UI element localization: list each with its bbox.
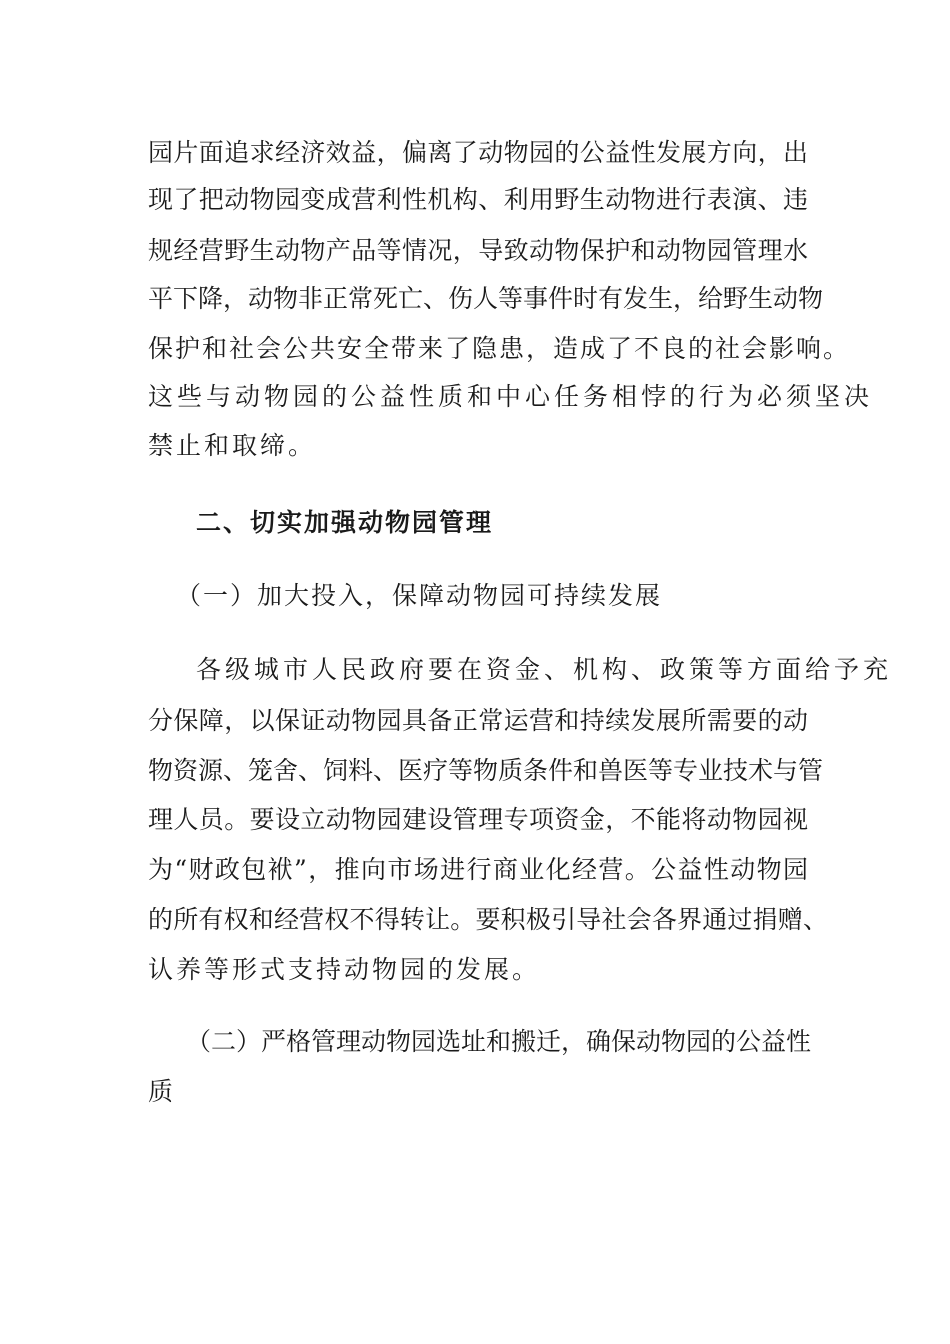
paragraph-1-line-3: 规经营野生动物产品等情况，导致动物保护和动物园管理水 bbox=[148, 236, 808, 265]
paragraph-2-line-3: 物资源、笼舍、饲料、医疗等物质条件和兽医等专业技术与管 bbox=[148, 756, 824, 785]
paragraph-1-line-2: 现了把动物园变成营利性机构、利用野生动物进行表演、违 bbox=[148, 185, 808, 214]
paragraph-1-line-4: 平下降，动物非正常死亡、伤人等事件时有发生，给野生动物 bbox=[148, 284, 824, 313]
paragraph-2-line-5: 为“财政包袱”，推向市场进行商业化经营。公益性动物园 bbox=[148, 855, 808, 884]
paragraph-1-line-5: 保护和社会公共安全带来了隐患，造成了不良的社会影响。 bbox=[148, 334, 851, 363]
paragraph-2-line-2: 分保障，以保证动物园具备正常运营和持续发展所需要的动 bbox=[148, 706, 808, 735]
section-heading: 二、切实加强动物园管理 bbox=[196, 508, 494, 537]
subsection-2-heading-line-1: （二）严格管理动物园选址和搬迁，确保动物园的公益性 bbox=[186, 1027, 812, 1056]
paragraph-1-line-7: 禁止和取缔。 bbox=[148, 431, 317, 460]
paragraph-2-line-6: 的所有权和经营权不得转让。要积极引导社会各界通过捐赠、 bbox=[148, 905, 828, 934]
subsection-2-heading-line-2: 质 bbox=[148, 1077, 177, 1106]
subsection-1-heading: （一）加大投入，保障动物园可持续发展 bbox=[176, 581, 663, 610]
paragraph-1-line-1: 园片面追求经济效益，偏离了动物园的公益性发展方向，出 bbox=[148, 138, 808, 167]
paragraph-2-line-1: 各级城市人民政府要在资金、机构、政策等方面给予充 bbox=[196, 655, 893, 684]
paragraph-1-line-6: 这些与动物园的公益性质和中心任务相悖的行为必须坚决 bbox=[148, 382, 874, 411]
paragraph-2-line-4: 理人员。要设立动物园建设管理专项资金，不能将动物园视 bbox=[148, 805, 808, 834]
paragraph-2-line-7: 认养等形式支持动物园的发展。 bbox=[148, 955, 541, 984]
